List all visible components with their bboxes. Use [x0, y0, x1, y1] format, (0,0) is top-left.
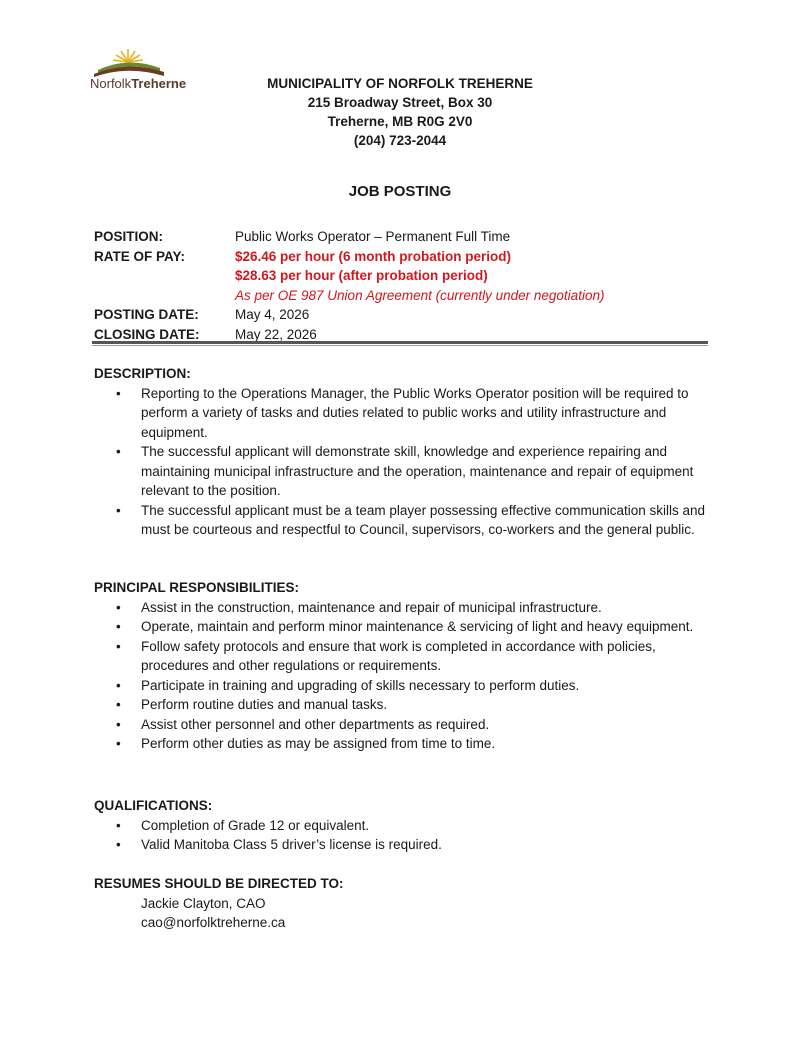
- rate-probation: $26.46 per hour (6 month probation period): [235, 248, 512, 264]
- list-item: • Perform routine duties and manual tasks.: [94, 695, 714, 715]
- divider: [92, 341, 708, 344]
- rate-row: [94, 247, 714, 306]
- municipality-name: MUNICIPALITY OF NORFOLK TREHERNE: [267, 76, 533, 91]
- city-postal: Treherne, MB R0G 2V0: [327, 114, 473, 129]
- qualifications-title: QUALIFICATIONS:: [94, 798, 213, 813]
- list-item: • Valid Manitoba Class 5 driver’s license is required.: [94, 835, 714, 855]
- list-item: • The successful applicant must be a team player possessing effective communication skills and must be courteous and respectful to Council, supervisors, co-workers and the general public.: [94, 501, 714, 540]
- municipality-header: [0, 74, 800, 150]
- responsibilities-title: PRINCIPAL RESPONSIBILITIES:: [94, 580, 300, 595]
- page-title: JOB POSTING: [348, 183, 452, 200]
- rate-after-probation: $28.63 per hour (after probation period): [235, 268, 488, 283]
- position-value: Public Works Operator – Permanent Full Time: [235, 229, 511, 244]
- list-item: • Assist in the construction, maintenance and repair of municipal infrastructure.: [94, 598, 714, 618]
- rate-label: RATE OF PAY:: [94, 248, 186, 264]
- list-item: • Participate in training and upgrading of skills necessary to perform duties.: [94, 676, 714, 696]
- description-section: [94, 364, 714, 540]
- qualifications-list: [94, 816, 714, 855]
- posting-date-value: May 4, 2026: [235, 307, 310, 322]
- list-item: • Completion of Grade 12 or equivalent.: [94, 816, 714, 836]
- closing-date-value: May 22, 2026: [235, 326, 317, 342]
- responsibilities-list: [94, 598, 714, 754]
- list-item: • Perform other duties as may be assigned from time to time.: [94, 734, 714, 754]
- rate-note: As per OE 987 Union Agreement (currently under negotiation): [235, 287, 605, 303]
- divider-thin: [92, 345, 708, 346]
- posting-date-label: POSTING DATE:: [94, 307, 199, 322]
- description-list: [94, 384, 714, 540]
- contact-name: Jackie Clayton, CAO: [141, 895, 266, 911]
- list-item: • The successful applicant will demonstrate skill, knowledge and experience repairing and maintaining municipal infrastructure and the operation, maintenance and repair of equipment relevant to the position.: [94, 442, 714, 501]
- position-row: [94, 227, 714, 247]
- phone-number: (204) 723-2044: [353, 133, 447, 148]
- list-item: • Reporting to the Operations Manager, the Public Works Operator position will be required to perform a variety of tasks and duties related to public works and utility infrastructure and equipment.: [94, 384, 714, 443]
- resumes-title: RESUMES SHOULD BE DIRECTED TO:: [94, 876, 344, 891]
- list-item: • Follow safety protocols and ensure that work is completed in accordance with policies, procedures and other regulations or requirements.: [94, 637, 714, 676]
- job-info-table: [94, 227, 714, 344]
- posting-date-row: [94, 305, 714, 325]
- logo-wordmark: NorfolkTreherne: [90, 76, 187, 91]
- position-label: POSITION:: [94, 229, 164, 244]
- qualifications-section: [94, 796, 714, 855]
- description-title: DESCRIPTION:: [94, 366, 191, 381]
- closing-date-label: CLOSING DATE:: [94, 326, 200, 342]
- list-item: • Assist other personnel and other departments as required.: [94, 715, 714, 735]
- contact-email[interactable]: cao@norfolktreherne.ca: [141, 915, 286, 930]
- street-address: 215 Broadway Street, Box 30: [307, 95, 493, 110]
- responsibilities-section: [94, 578, 714, 754]
- list-item: • Operate, maintain and perform minor maintenance & servicing of light and heavy equipment.: [94, 617, 714, 637]
- resumes-section: [94, 874, 714, 933]
